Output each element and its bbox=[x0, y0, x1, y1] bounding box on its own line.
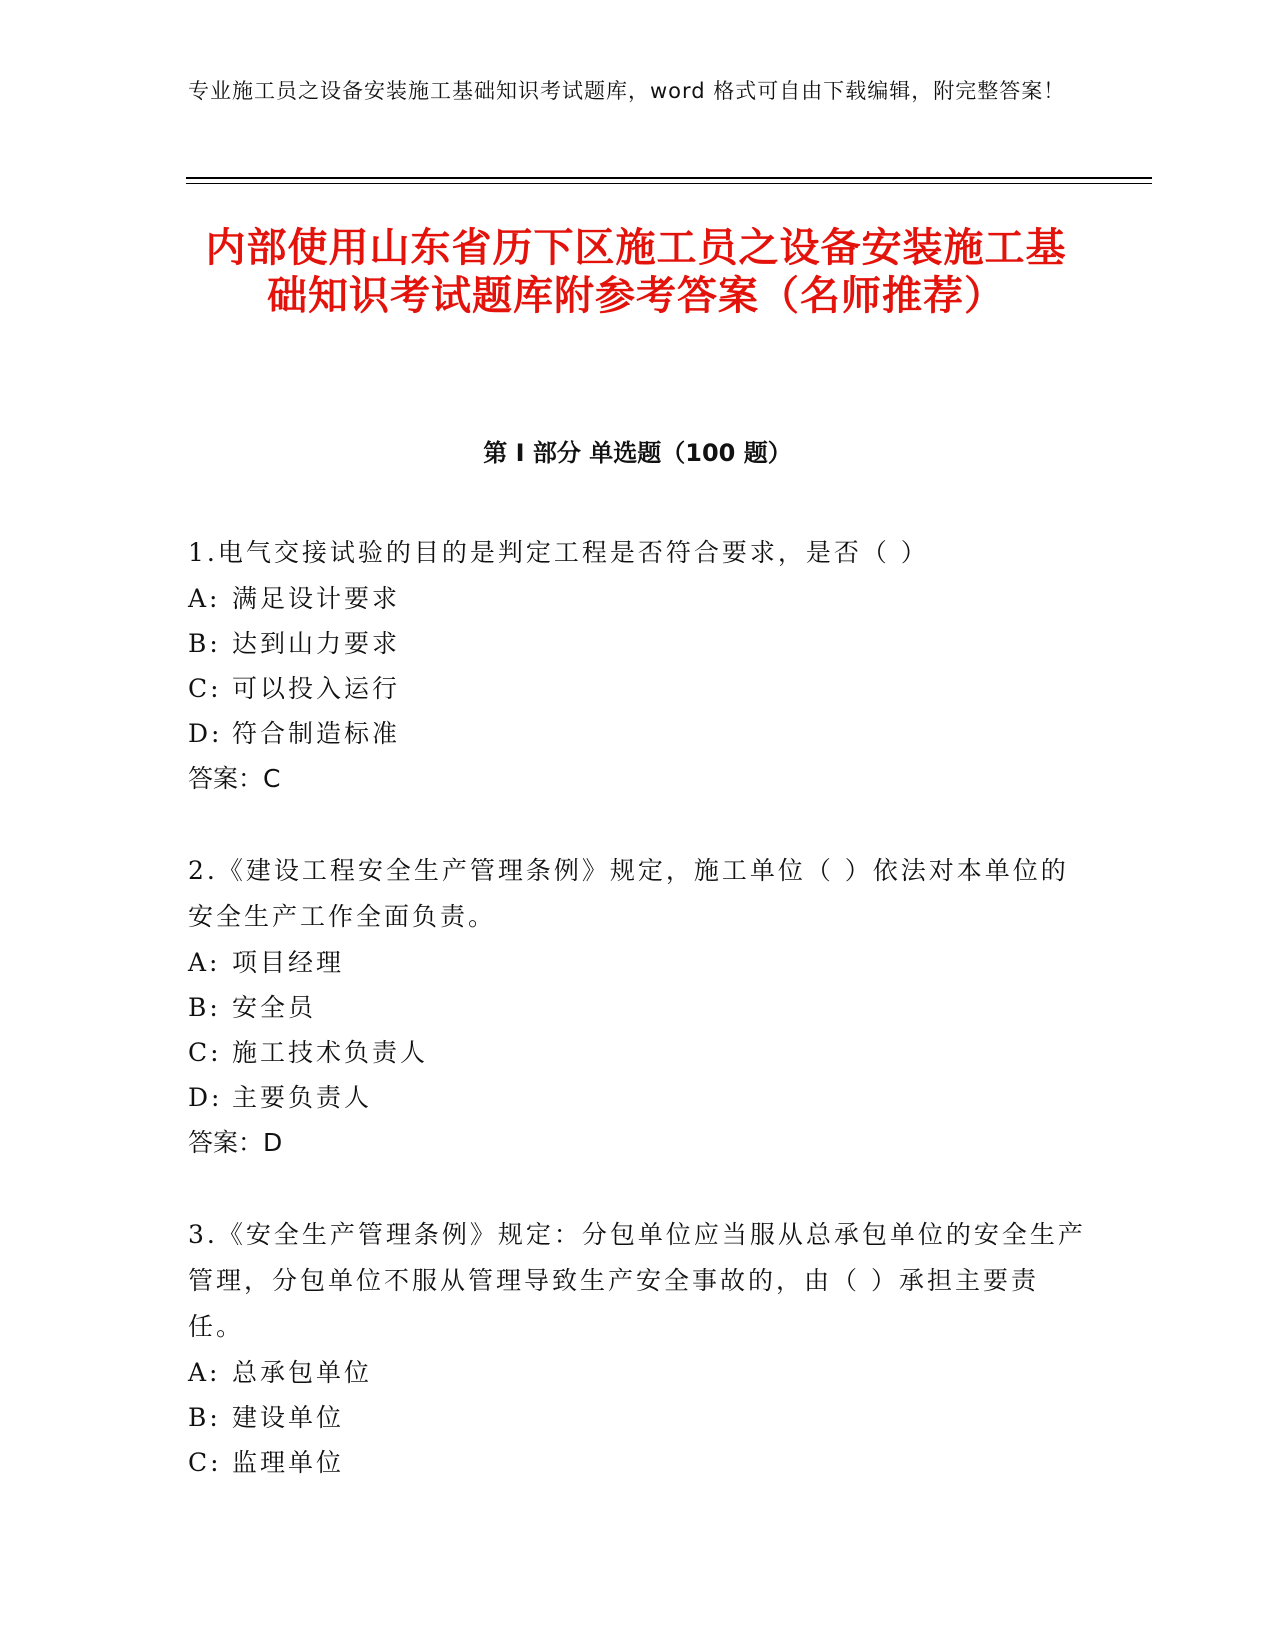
option-text: 监理单位 bbox=[232, 1448, 345, 1477]
option-text: 安全员 bbox=[232, 993, 317, 1022]
question-3 bbox=[188, 1212, 1088, 1485]
question-1 bbox=[188, 530, 1088, 802]
option-letter: D: bbox=[188, 719, 223, 748]
option-c bbox=[188, 1030, 1088, 1075]
option-text: 达到山力要求 bbox=[232, 629, 401, 658]
option-letter: A: bbox=[188, 584, 221, 613]
option-letter: B: bbox=[188, 629, 221, 658]
question-stem: 3.《安全生产管理条例》规定：分包单位应当服从总承包单位的安全生产管理，分包单位不服从管理导致生产安全事故的，由（ ）承担主要责任。 bbox=[188, 1220, 1086, 1341]
question-stem: 2.《建设工程安全生产管理条例》规定，施工单位（ ）依法对本单位的安全生产工作全面负责。 bbox=[188, 856, 1069, 931]
option-letter: B: bbox=[188, 1403, 221, 1432]
option-letter: A: bbox=[188, 1358, 221, 1387]
option-b bbox=[188, 1395, 1088, 1440]
option-a bbox=[188, 1350, 1088, 1395]
question-2 bbox=[188, 848, 1088, 1166]
header-divider-thick bbox=[186, 177, 1152, 179]
option-b bbox=[188, 621, 1088, 666]
header-note: 专业施工员之设备安装施工基础知识考试题库，word 格式可自由下载编辑，附完整答案！ bbox=[188, 79, 1066, 103]
option-text: 符合制造标准 bbox=[232, 719, 401, 748]
option-text: 满足设计要求 bbox=[232, 584, 401, 613]
option-letter: B: bbox=[188, 993, 221, 1022]
question-list bbox=[188, 530, 1088, 1531]
option-c bbox=[188, 1440, 1088, 1485]
header-divider-thin bbox=[186, 183, 1152, 184]
option-letter: C: bbox=[188, 674, 222, 703]
option-text: 可以投入运行 bbox=[232, 674, 401, 703]
option-d bbox=[188, 711, 1088, 756]
answer-line: 答案：D bbox=[188, 1128, 283, 1157]
section-heading: 第 I 部分 单选题（100 题） bbox=[483, 439, 792, 467]
question-stem: 1.电气交接试验的目的是判定工程是否符合要求，是否（ ） bbox=[188, 538, 929, 567]
option-text: 项目经理 bbox=[232, 948, 345, 977]
option-c bbox=[188, 666, 1088, 711]
option-letter: C: bbox=[188, 1038, 222, 1067]
option-d bbox=[188, 1075, 1088, 1120]
answer-line: 答案：C bbox=[188, 764, 281, 793]
option-letter: D: bbox=[188, 1083, 223, 1112]
option-b bbox=[188, 985, 1088, 1030]
option-letter: C: bbox=[188, 1448, 222, 1477]
option-text: 建设单位 bbox=[232, 1403, 345, 1432]
document-title: 内部使用山东省历下区施工员之设备安装施工基础知识考试题库附参考答案（名师推荐） bbox=[205, 225, 1067, 319]
option-text: 总承包单位 bbox=[232, 1358, 373, 1387]
option-text: 施工技术负责人 bbox=[232, 1038, 429, 1067]
option-a bbox=[188, 576, 1088, 621]
option-letter: A: bbox=[188, 948, 221, 977]
option-text: 主要负责人 bbox=[232, 1083, 373, 1112]
option-a bbox=[188, 940, 1088, 985]
